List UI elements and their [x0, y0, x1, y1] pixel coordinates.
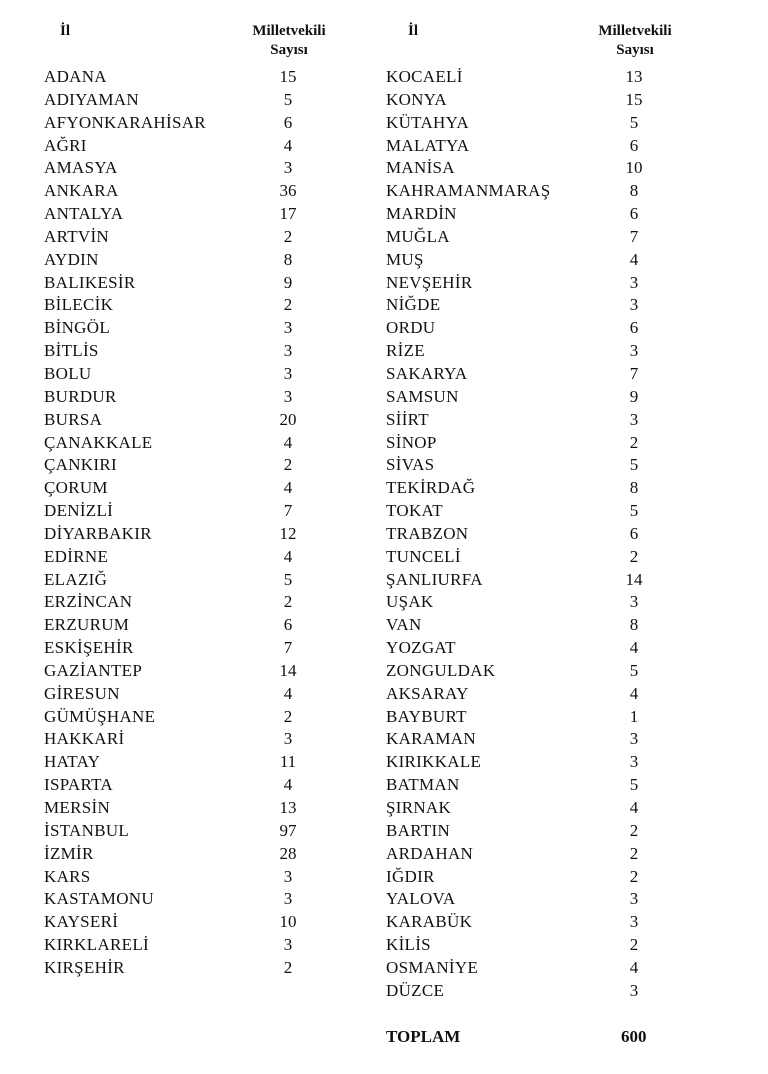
deputy-count: 12	[279, 523, 297, 543]
province-name: AYDIN	[44, 249, 99, 269]
deputy-count: 2	[629, 546, 639, 566]
province-name: RİZE	[386, 341, 425, 361]
province-name: KASTAMONU	[44, 889, 154, 909]
deputy-count: 2	[283, 957, 293, 977]
province-name: BURSA	[44, 409, 103, 429]
deputy-count: 4	[283, 478, 293, 498]
count-header-right	[580, 22, 690, 60]
province-name: ERZURUM	[44, 615, 130, 635]
deputy-count: 4	[283, 432, 293, 452]
deputy-count: 14	[279, 660, 297, 680]
province-name: GAZİANTEP	[44, 660, 143, 680]
deputy-count: 3	[629, 409, 639, 429]
deputy-count: 7	[629, 363, 639, 383]
deputy-count: 3	[629, 295, 639, 315]
deputy-count: 3	[283, 889, 293, 909]
province-name: KAHRAMANMARAŞ	[386, 181, 551, 201]
deputy-count: 2	[283, 295, 293, 315]
deputy-count: 9	[629, 386, 639, 406]
province-name: OSMANİYE	[386, 957, 479, 977]
province-name: AKSARAY	[386, 683, 469, 703]
province-name: TOKAT	[386, 501, 443, 521]
deputy-count: 14	[625, 569, 643, 589]
province-name: HAKKARİ	[44, 729, 125, 749]
deputy-count: 13	[279, 798, 297, 817]
province-name: ÇORUM	[44, 478, 108, 498]
deputy-count: 5	[629, 501, 639, 521]
deputy-count: 13	[625, 67, 643, 86]
province-name: ERZİNCAN	[44, 592, 133, 612]
count-header-left	[234, 22, 344, 60]
province-name: ARTVİN	[44, 226, 109, 246]
deputy-count: 10	[625, 158, 643, 178]
province-name: ISPARTA	[44, 775, 114, 795]
deputy-count: 6	[629, 135, 639, 155]
deputy-count: 6	[629, 523, 639, 543]
province-name: KOCAELİ	[386, 67, 463, 86]
province-name: IĞDIR	[386, 866, 435, 886]
deputy-count: 4	[629, 683, 639, 703]
deputy-count: 11	[279, 752, 297, 772]
deputy-count: 2	[283, 706, 293, 726]
deputy-count: 3	[629, 752, 639, 772]
province-name: KONYA	[386, 89, 447, 109]
province-name: BALIKESİR	[44, 272, 136, 292]
province-name: GÜMÜŞHANE	[44, 706, 156, 726]
province-name: KARABÜK	[386, 912, 473, 932]
province-name: YALOVA	[386, 889, 456, 909]
deputy-count: 4	[283, 135, 293, 155]
province-name: İZMİR	[44, 843, 94, 863]
province-name: AĞRI	[44, 135, 87, 155]
deputy-count: 36	[279, 181, 297, 201]
count-header-line1: Milletvekili	[598, 23, 672, 39]
province-name: ADIYAMAN	[44, 89, 139, 109]
deputy-count: 2	[283, 226, 293, 246]
province-name: BARTIN	[386, 820, 451, 840]
province-name: TEKİRDAĞ	[386, 478, 476, 498]
deputy-count: 3	[629, 980, 639, 1000]
deputy-count: 2	[629, 866, 639, 886]
province-header-left: İl	[60, 23, 71, 39]
province-name: KİLİS	[386, 935, 431, 955]
deputy-count: 5	[629, 775, 639, 795]
deputy-count: 8	[629, 181, 639, 201]
deputy-count: 15	[625, 89, 643, 109]
deputy-count: 3	[283, 729, 293, 749]
province-name: VAN	[386, 615, 422, 635]
deputy-count: 2	[629, 935, 639, 955]
deputy-count: 7	[283, 638, 293, 658]
province-name: UŞAK	[386, 592, 434, 612]
province-name: KIRIKKALE	[386, 752, 482, 772]
deputy-count: 2	[629, 843, 639, 863]
deputy-count: 4	[283, 546, 293, 566]
deputy-count: 2	[629, 432, 639, 452]
province-name: BOLU	[44, 363, 92, 383]
deputy-count: 3	[283, 386, 293, 406]
province-name: SAMSUN	[386, 386, 459, 406]
province-name: ORDU	[386, 318, 436, 338]
deputy-count: 2	[283, 592, 293, 612]
deputy-count: 9	[283, 272, 293, 292]
province-name: ŞIRNAK	[386, 798, 452, 817]
province-name: MERSİN	[44, 798, 111, 817]
deputy-count: 8	[283, 249, 293, 269]
province-name: BURDUR	[44, 386, 117, 406]
province-name: DENİZLİ	[44, 501, 114, 521]
province-name: ANKARA	[44, 181, 119, 201]
province-name: DÜZCE	[386, 980, 445, 1000]
province-name: BİNGÖL	[44, 318, 111, 338]
total-label: TOPLAM	[386, 1027, 461, 1046]
count-header-line1: Milletvekili	[252, 23, 326, 39]
deputy-count: 1	[629, 706, 639, 726]
deputy-count: 3	[629, 912, 639, 932]
province-name: KAYSERİ	[44, 912, 119, 932]
deputy-count: 20	[279, 409, 297, 429]
province-name: AMASYA	[44, 158, 118, 178]
province-name: ARDAHAN	[386, 843, 474, 863]
province-name: BAYBURT	[386, 706, 467, 726]
deputy-count: 10	[279, 912, 297, 932]
count-header-line2: Sayısı	[616, 42, 654, 58]
deputy-count: 3	[629, 341, 639, 361]
deputy-count: 3	[283, 341, 293, 361]
province-name: ESKİŞEHİR	[44, 638, 134, 658]
deputy-count: 6	[629, 204, 639, 224]
province-name: BATMAN	[386, 775, 460, 795]
province-name: SİİRT	[386, 409, 429, 429]
province-name: SAKARYA	[386, 363, 468, 383]
deputy-count: 3	[283, 318, 293, 338]
deputy-count: 3	[629, 272, 639, 292]
province-name: ÇANKIRI	[44, 455, 117, 475]
deputy-count: 3	[629, 889, 639, 909]
province-name: İSTANBUL	[44, 820, 130, 840]
province-name: SİVAS	[386, 455, 435, 475]
province-name: SİNOP	[386, 432, 437, 452]
deputy-count: 5	[629, 455, 639, 475]
deputy-count: 5	[283, 569, 293, 589]
deputy-count: 5	[629, 660, 639, 680]
province-name: MUŞ	[386, 249, 424, 269]
province-name: GİRESUN	[44, 683, 120, 703]
deputy-count: 4	[629, 957, 639, 977]
deputy-count: 5	[629, 112, 639, 132]
province-name: EDİRNE	[44, 546, 109, 566]
province-name: MALATYA	[386, 135, 470, 155]
province-header-right: İl	[408, 23, 419, 39]
deputy-count: 8	[629, 615, 639, 635]
deputy-count: 7	[629, 226, 639, 246]
province-name: ŞANLIURFA	[386, 569, 483, 589]
province-name: YOZGAT	[386, 638, 456, 658]
province-name: KIRŞEHİR	[44, 957, 125, 977]
province-name: TRABZON	[386, 523, 469, 543]
deputy-count: 4	[629, 638, 639, 658]
province-name: BİLECİK	[44, 295, 114, 315]
deputy-count: 3	[629, 592, 639, 612]
deputy-count: 28	[279, 843, 297, 863]
province-name: KIRKLARELİ	[44, 935, 149, 955]
deputy-count: 3	[629, 729, 639, 749]
deputy-count: 6	[283, 615, 293, 635]
province-name: MANİSA	[386, 158, 455, 178]
deputy-count: 6	[283, 112, 293, 132]
deputy-count: 6	[629, 318, 639, 338]
deputy-count: 7	[283, 501, 293, 521]
province-name: MARDİN	[386, 204, 457, 224]
province-name: ANTALYA	[44, 204, 124, 224]
province-name: KÜTAHYA	[386, 112, 469, 132]
deputy-count: 4	[629, 798, 639, 817]
province-name: ELAZIĞ	[44, 569, 108, 589]
province-name: ZONGULDAK	[386, 660, 496, 680]
province-name: ADANA	[44, 67, 107, 86]
deputy-count: 3	[283, 935, 293, 955]
province-name: AFYONKARAHİSAR	[44, 112, 206, 132]
province-name: KARAMAN	[386, 729, 476, 749]
deputy-count: 17	[279, 204, 297, 224]
deputy-count: 5	[283, 89, 293, 109]
deputy-count: 4	[629, 249, 639, 269]
deputy-count: 3	[283, 363, 293, 383]
deputy-count: 8	[629, 478, 639, 498]
deputy-count: 15	[279, 67, 297, 86]
deputy-count: 2	[629, 820, 639, 840]
deputy-count: 97	[279, 820, 297, 840]
count-header-line2: Sayısı	[270, 42, 308, 58]
deputy-count: 3	[283, 866, 293, 886]
province-name: NİĞDE	[386, 295, 441, 315]
province-name: NEVŞEHİR	[386, 272, 473, 292]
province-name: DİYARBAKIR	[44, 523, 152, 543]
deputy-count: 4	[283, 775, 293, 795]
deputy-count: 2	[283, 455, 293, 475]
deputy-count: 3	[283, 158, 293, 178]
total-value: 600	[621, 1027, 647, 1046]
province-name: ÇANAKKALE	[44, 432, 153, 452]
province-name: MUĞLA	[386, 226, 450, 246]
province-name: TUNCELİ	[386, 546, 461, 566]
province-name: HATAY	[44, 752, 101, 772]
province-name: BİTLİS	[44, 341, 99, 361]
deputy-count: 4	[283, 683, 293, 703]
province-name: KARS	[44, 866, 91, 886]
